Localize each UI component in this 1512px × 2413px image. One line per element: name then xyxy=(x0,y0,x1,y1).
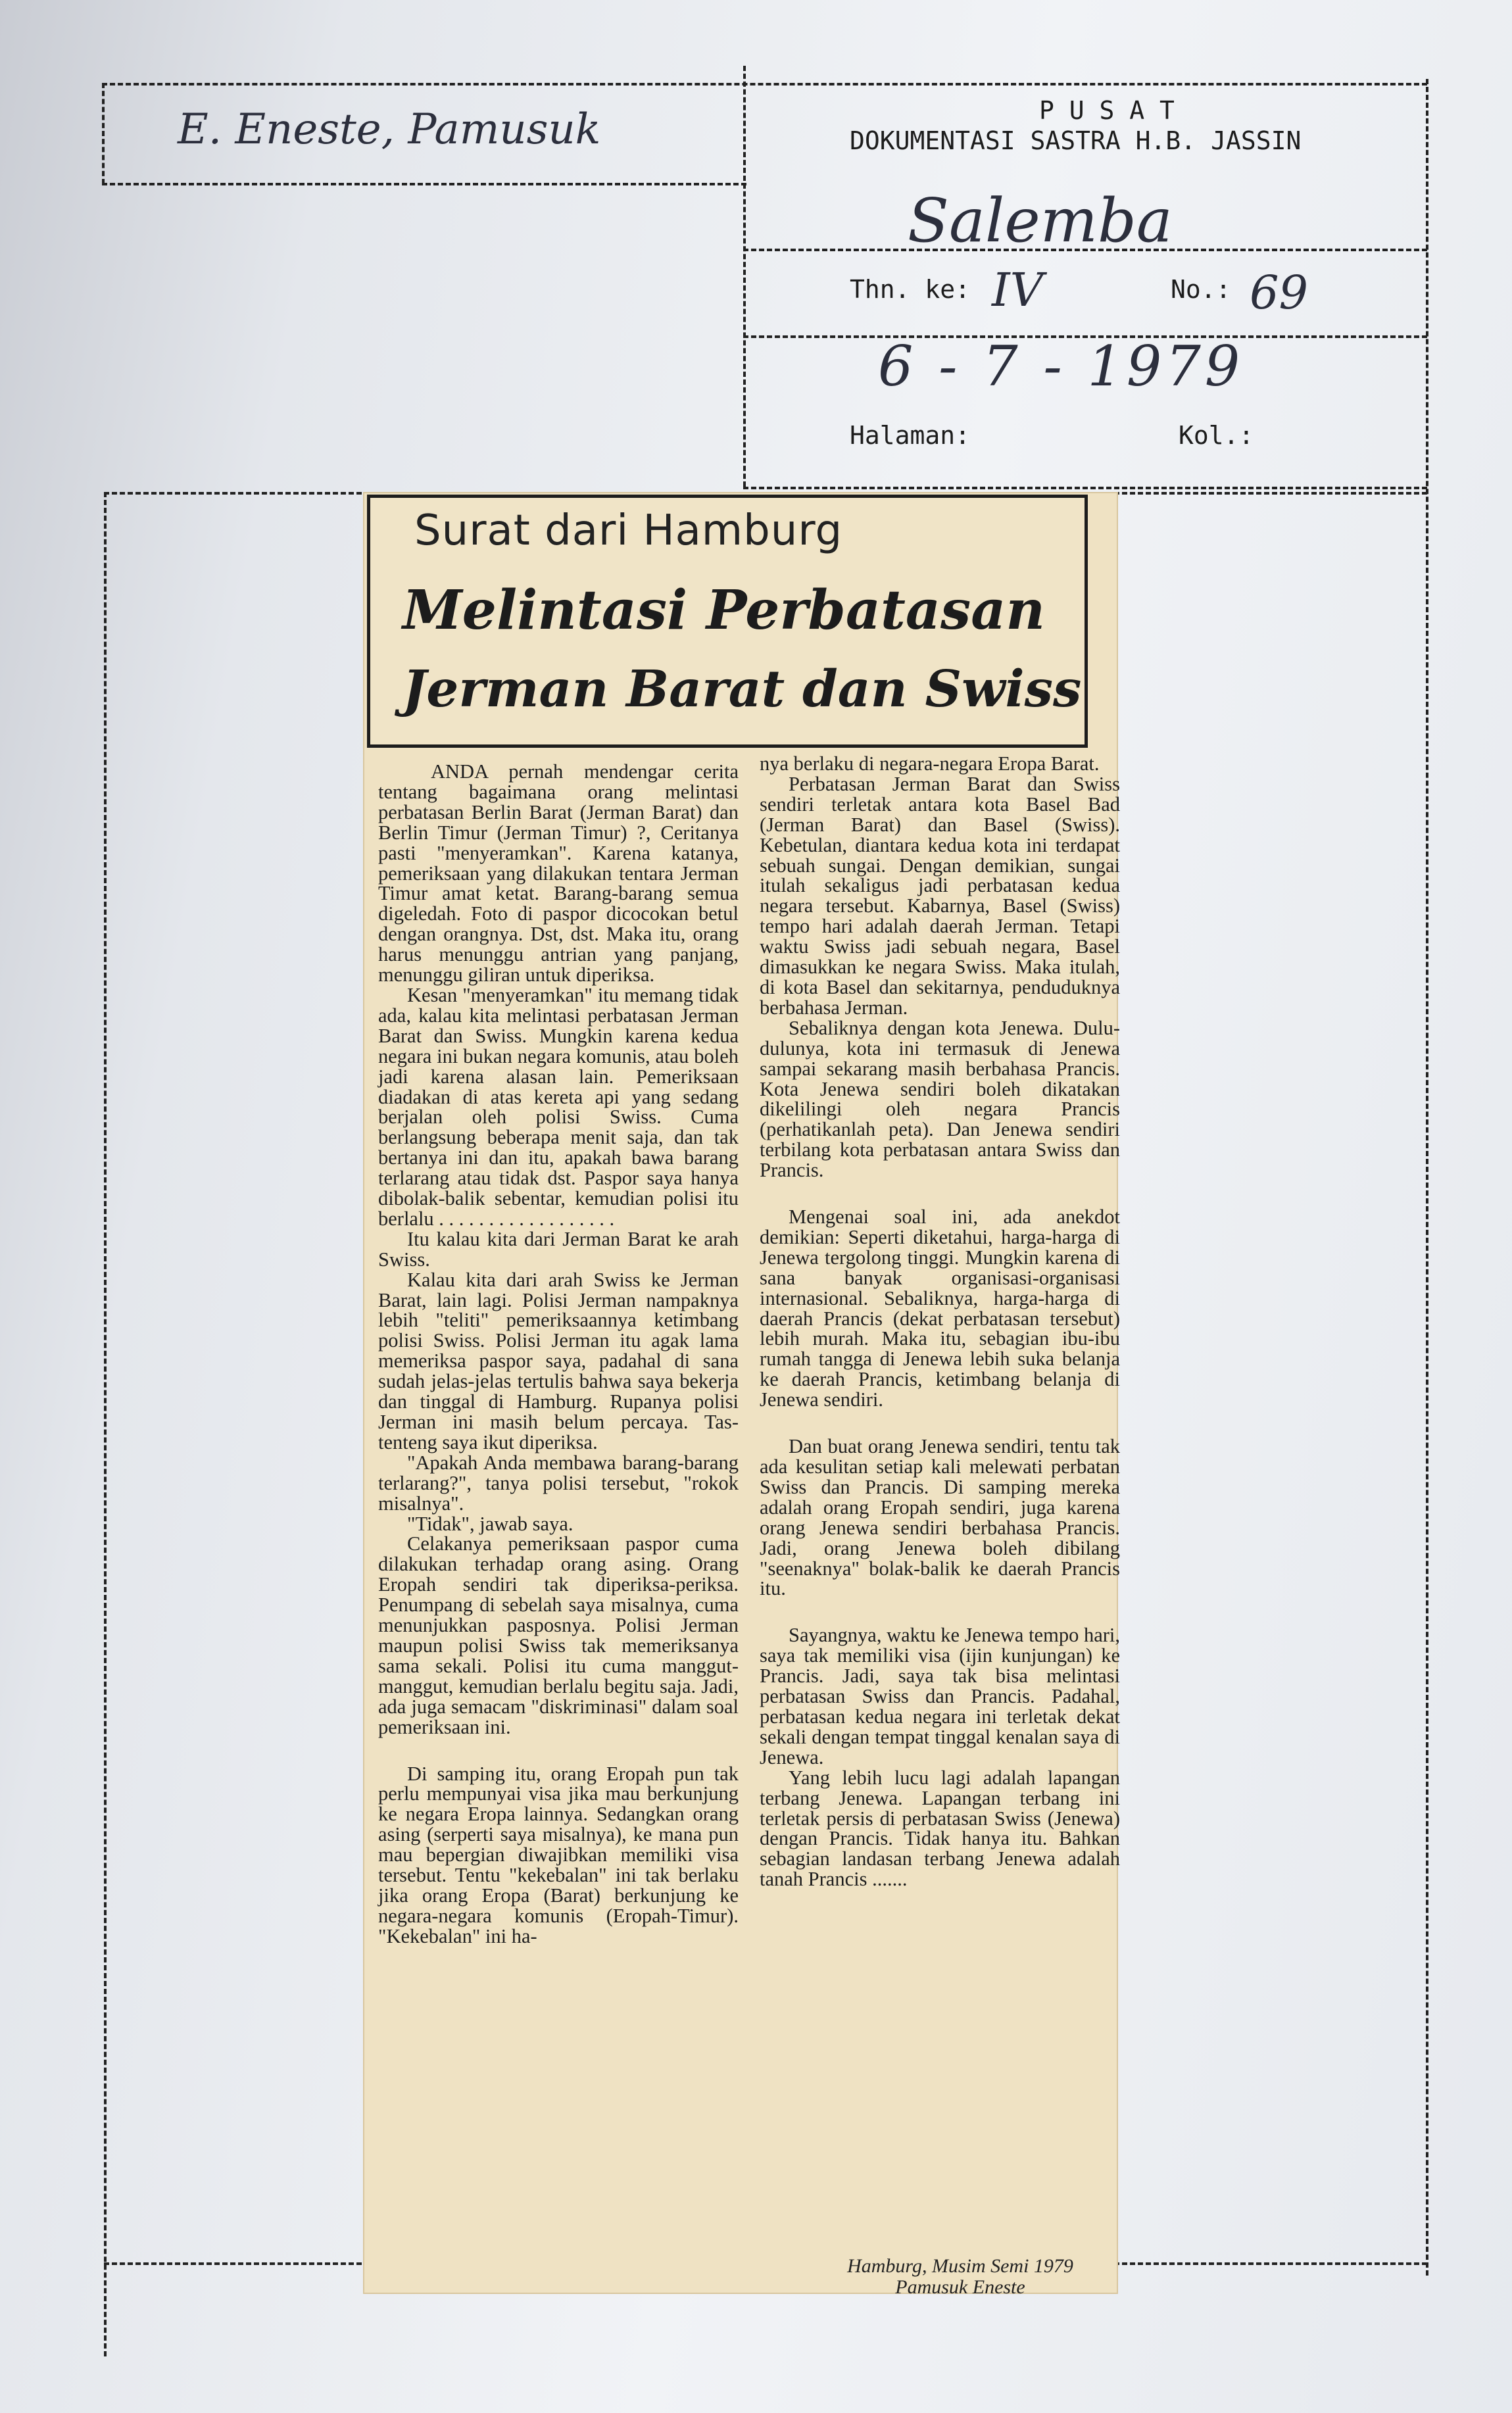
article-title-line1: Melintasi Perbatasan xyxy=(402,579,1045,642)
paragraph: Mengenai soal ini, ada anekdot demikian: Seperti diketahui, harga-harga di Jenewa tergolong tinggi. Mungkin karena di sana banyak organisasi-organisasi internasional. Sebaliknya, harga-harga di daerah Prancis (dekat perbatasan tersebut) lebih murah. Maka itu, sebagian ibu-ibu rumah tangga di Jenewa lebih suka belanja ke daerah Prancis, ketimbang belanja di Jenewa sendiri. xyxy=(760,1206,1120,1411)
paragraph: Celakanya pemeriksaan paspor cuma dilakukan terhadap orang asing. Orang Eropah sendiri tak diperiksa-periksa. Penumpang di sebelah saya misalnya, cuma menunjukkan pasposnya. Polisi Jerman maupun polisi Swiss tak memeriksanya sama sekali. Polisi itu cuma manggut-manggut, kemudian berlalu begitu saja. Jadi, ada juga semacam "diskriminasi" dalam soal pemeriksaan ini. xyxy=(378,1532,739,1738)
paragraph: Di samping itu, orang Eropah pun tak perlu mempunyai visa jika mau berkunjung ke negara Eropa lainnya. Sedangkan orang asing (serperti saya misalnya), ke mana pun mau bepergian diwajibkan memiliki visa tersebut. Tentu "kekebalan" ini tak berlaku jika orang Eropa (Barat) berkunjung ke negara-negara komunis (Eropah-Timur). "Kekebalan" ini ha- xyxy=(378,1762,739,1947)
paragraph: "Apakah Anda membawa barang-barang terlarang?", tanya polisi tersebut, "rokok misalnya". xyxy=(378,1451,739,1515)
signature-place-date: Hamburg, Musim Semi 1979 xyxy=(847,2255,1073,2277)
card-top-rule xyxy=(102,83,1427,85)
paragraph: Sebaliknya dengan kota Jenewa. Dulu-dulunya, kota ini termasuk di Jenewa sampai sekarang masih berbahasa Prancis. Kota Jenewa sendiri boleh dikatakan dikelilingi oleh negara Prancis (perhatikanlah peta). Dan Jenewa sendiri terbilang kota perbatasan antara Swiss dan Prancis. xyxy=(760,1016,1120,1182)
institution-line2: DOKUMENTASI SASTRA H.B. JASSIN xyxy=(850,126,1302,155)
column-label: Kol.: xyxy=(1179,421,1254,450)
paragraph: Sayangnya, waktu ke Jenewa tempo hari, saya tak memiliki visa (ijin kunjungan) ke Prancis. Jadi, saya tak bisa melintasi perbatasan Swiss dan Prancis. Padahal, perbatasan kedua negara ini terletak dekat sekali dengan tempat tinggal kenalan saya di Jenewa. xyxy=(760,1624,1120,1768)
lower-frame-left xyxy=(104,492,107,2356)
date-handwritten: 6 - 7 - 1979 xyxy=(878,334,1244,399)
article-title-line2: Jerman Barat dan Swiss xyxy=(402,660,1082,719)
card-left-bottom-rule xyxy=(102,183,746,185)
year-value: IV xyxy=(992,263,1044,317)
paragraph: Itu kalau kita dari Jerman Barat ke arah Swiss. xyxy=(378,1227,739,1271)
article-kicker: Surat dari Hamburg xyxy=(414,506,843,555)
number-label: No.: xyxy=(1171,275,1231,304)
year-label: Thn. ke: xyxy=(850,275,971,304)
article-right-column xyxy=(760,754,1120,1889)
paragraph: "Tidak", jawab saya. xyxy=(407,1512,573,1535)
signature-author: Pamusuk Eneste xyxy=(895,2276,1025,2298)
paragraph: Perbatasan Jerman Barat dan Swiss sendiri terletak antara kota Basel Bad (Jerman Barat) dan Basel (Swiss). Kebetulan, diantara kedua kota ini terdapat sebuah sungai. Dengan demikian, sungai itulah sekaligus jadi perbatasan kedua negara tersebut. Kabarnya, Basel (Swiss) tempo hari adalah daerah Jerman. Tetapi waktu Swiss jadi sebuah negara, Basel dimasukkan ke negara Swiss. Maka itulah, di kota Basel dan sekitarnya, penduduknya berbahasa Jerman. xyxy=(760,772,1120,1019)
paragraph: Kesan "menyeramkan" itu memang tidak ada, kalau kita melintasi perbatasan Jerman Barat dan Swiss. Mungkin karena kedua negara ini bukan negara komunis, atau boleh jadi karena alasan lain. Pemeriksaan diadakan di atas kereta api yang sedang berjalan oleh polisi Swiss. Cuma berlangsung beberapa menit saja, dan tak bertanya ini dan itu, apakah bawa barang terlarang atau tidak dst. Paspor saya hanya dibolak-balik sebentar, kemudian polisi itu berlalu . . . . . . . . . . . . . . . . . . xyxy=(378,983,739,1230)
page-label: Halaman: xyxy=(850,421,971,450)
card-left-rule xyxy=(102,83,105,184)
article-left-column xyxy=(378,762,739,1947)
number-value: 69 xyxy=(1250,266,1309,320)
institution-line1: P U S A T xyxy=(1039,96,1175,125)
paragraph: Dan buat orang Jenewa sendiri, tentu tak ada kesulitan setiap kali melewati perbatan Swiss dan Prancis. Di samping mereka adalah orang Eropah sendiri, juga karena orang Jenewa sendiri berbahasa Prancis. Jadi, orang Jenewa boleh dibilang "seenaknya" bolak-balik ke daerah Prancis itu. xyxy=(760,1435,1120,1600)
newspaper-handwritten: Salemba xyxy=(908,185,1173,256)
paragraph: ANDA pernah mendengar cerita tentang bagaimana orang melintasi perbatasan Berlin Barat (Jerman Barat) dan Berlin Timur (Jerman Timur) ?, Ceritanya pasti "menyeramkan". Karena katanya, pemeriksaan yang dilakukan tentara Jerman Timur amat ketat. Barang-barang semua digeledah. Foto di paspor dicocokan betul dengan orangnya. Dst, dst. Maka itu, orang harus menunggu antrian yang panjang, menunggu giliran untuk diperiksa. xyxy=(378,760,739,987)
paragraph: Kalau kita dari arah Swiss ke Jerman Barat, lain lagi. Polisi Jerman nampaknya lebih "teliti" pemeriksaannya ketimbang polisi Swiss. Polisi Jerman itu agak lama memeriksa paspor saya, padahal di sana sudah jelas-jelas tertulis bahwa saya bekerja dan tinggal di Hamburg. Rupanya polisi Jerman ini masih belum percaya. Tas-tenteng saya ikut diperiksa. xyxy=(378,1268,739,1453)
paragraph: nya berlaku di negara-negara Eropa Barat. xyxy=(760,752,1100,775)
card-rule-3 xyxy=(743,487,1427,489)
paragraph: Yang lebih lucu lagi adalah lapangan terbang Jenewa. Lapangan terbang ini terletak persis di perbatasan Swiss (Jenewa) dengan Prancis. Tidak hanya itu. Bahkan sebagian landasan terbang Jenewa adalah tanah Prancis ....... xyxy=(760,1766,1120,1891)
card-divider-rule xyxy=(743,66,746,487)
author-handwritten: E. Eneste, Pamusuk xyxy=(178,105,601,154)
card-right-rule xyxy=(1426,79,1428,2276)
